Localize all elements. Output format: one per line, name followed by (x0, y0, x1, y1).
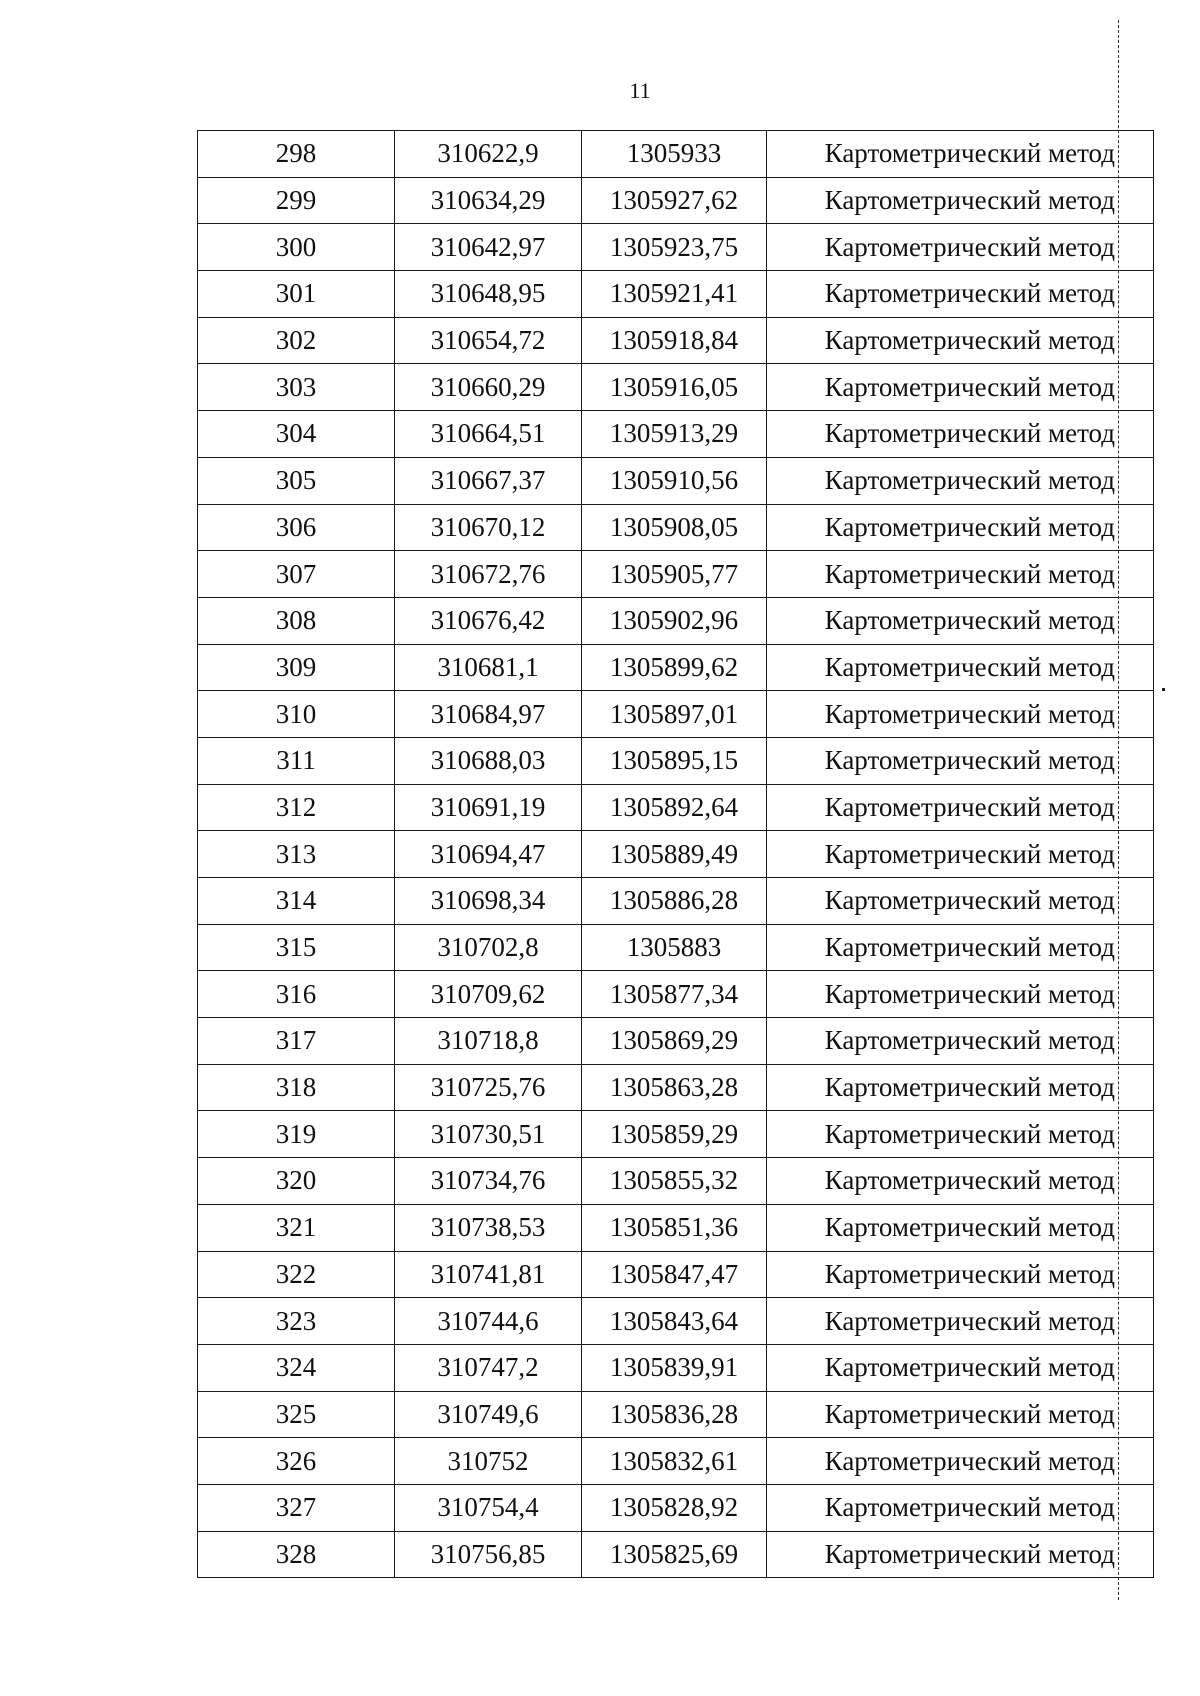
x-coordinate-cell: 310756,85 (395, 1531, 582, 1578)
y-coordinate-cell: 1305851,36 (582, 1204, 767, 1251)
method-cell: Картометрический метод (767, 1438, 1154, 1485)
y-coordinate-cell: 1305886,28 (582, 878, 767, 925)
x-coordinate-cell: 310672,76 (395, 551, 582, 598)
point-number-cell: 310 (198, 691, 395, 738)
x-coordinate-cell: 310654,72 (395, 317, 582, 364)
point-number-cell: 309 (198, 644, 395, 691)
method-cell: Картометрический метод (767, 457, 1154, 504)
table-row (198, 644, 1154, 691)
table-row (198, 131, 1154, 178)
y-coordinate-cell: 1305836,28 (582, 1391, 767, 1438)
y-coordinate-cell: 1305933 (582, 131, 767, 178)
y-coordinate-cell: 1305828,92 (582, 1484, 767, 1531)
table-row (198, 551, 1154, 598)
table-row (198, 971, 1154, 1018)
table-row (198, 1298, 1154, 1345)
y-coordinate-cell: 1305895,15 (582, 737, 767, 784)
table-row (198, 737, 1154, 784)
y-coordinate-cell: 1305889,49 (582, 831, 767, 878)
x-coordinate-cell: 310667,37 (395, 457, 582, 504)
method-cell: Картометрический метод (767, 831, 1154, 878)
method-cell: Картометрический метод (767, 1111, 1154, 1158)
x-coordinate-cell: 310749,6 (395, 1391, 582, 1438)
table-row (198, 1484, 1154, 1531)
point-number-cell: 301 (198, 271, 395, 318)
point-number-cell: 304 (198, 411, 395, 458)
point-number-cell: 313 (198, 831, 395, 878)
point-number-cell: 323 (198, 1298, 395, 1345)
table-row (198, 1531, 1154, 1578)
x-coordinate-cell: 310634,29 (395, 177, 582, 224)
x-coordinate-cell: 310730,51 (395, 1111, 582, 1158)
method-cell: Картометрический метод (767, 644, 1154, 691)
y-coordinate-cell: 1305897,01 (582, 691, 767, 738)
method-cell: Картометрический метод (767, 691, 1154, 738)
point-number-cell: 303 (198, 364, 395, 411)
y-coordinate-cell: 1305921,41 (582, 271, 767, 318)
method-cell: Картометрический метод (767, 1298, 1154, 1345)
x-coordinate-cell: 310694,47 (395, 831, 582, 878)
point-number-cell: 311 (198, 737, 395, 784)
y-coordinate-cell: 1305877,34 (582, 971, 767, 1018)
scan-speck (1162, 688, 1165, 691)
table-row (198, 1158, 1154, 1205)
point-number-cell: 319 (198, 1111, 395, 1158)
point-number-cell: 327 (198, 1484, 395, 1531)
point-number-cell: 306 (198, 504, 395, 551)
method-cell: Картометрический метод (767, 551, 1154, 598)
point-number-cell: 328 (198, 1531, 395, 1578)
table-row (198, 1391, 1154, 1438)
method-cell: Картометрический метод (767, 1344, 1154, 1391)
y-coordinate-cell: 1305883 (582, 924, 767, 971)
point-number-cell: 320 (198, 1158, 395, 1205)
x-coordinate-cell: 310670,12 (395, 504, 582, 551)
y-coordinate-cell: 1305908,05 (582, 504, 767, 551)
x-coordinate-cell: 310718,8 (395, 1018, 582, 1065)
table-row (198, 411, 1154, 458)
table-row (198, 878, 1154, 925)
x-coordinate-cell: 310734,76 (395, 1158, 582, 1205)
point-number-cell: 299 (198, 177, 395, 224)
y-coordinate-cell: 1305913,29 (582, 411, 767, 458)
point-number-cell: 302 (198, 317, 395, 364)
x-coordinate-cell: 310691,19 (395, 784, 582, 831)
table-row (198, 1018, 1154, 1065)
table-row (198, 1204, 1154, 1251)
y-coordinate-cell: 1305916,05 (582, 364, 767, 411)
point-number-cell: 305 (198, 457, 395, 504)
x-coordinate-cell: 310747,2 (395, 1344, 582, 1391)
table-row (198, 1344, 1154, 1391)
page-number: 11 (629, 78, 651, 103)
point-number-cell: 312 (198, 784, 395, 831)
table-row (198, 784, 1154, 831)
table-row (198, 317, 1154, 364)
x-coordinate-cell: 310709,62 (395, 971, 582, 1018)
point-number-cell: 300 (198, 224, 395, 271)
table-row (198, 504, 1154, 551)
point-number-cell: 298 (198, 131, 395, 178)
point-number-cell: 325 (198, 1391, 395, 1438)
method-cell: Картометрический метод (767, 224, 1154, 271)
table-row (198, 1064, 1154, 1111)
y-coordinate-cell: 1305832,61 (582, 1438, 767, 1485)
table-row (198, 1251, 1154, 1298)
x-coordinate-cell: 310698,34 (395, 878, 582, 925)
method-cell: Картометрический метод (767, 1158, 1154, 1205)
x-coordinate-cell: 310664,51 (395, 411, 582, 458)
x-coordinate-cell: 310738,53 (395, 1204, 582, 1251)
point-number-cell: 317 (198, 1018, 395, 1065)
x-coordinate-cell: 310622,9 (395, 131, 582, 178)
point-number-cell: 326 (198, 1438, 395, 1485)
y-coordinate-cell: 1305839,91 (582, 1344, 767, 1391)
y-coordinate-cell: 1305855,32 (582, 1158, 767, 1205)
x-coordinate-cell: 310660,29 (395, 364, 582, 411)
method-cell: Картометрический метод (767, 364, 1154, 411)
y-coordinate-cell: 1305869,29 (582, 1018, 767, 1065)
method-cell: Картометрический метод (767, 317, 1154, 364)
table-row (198, 364, 1154, 411)
table-row (198, 831, 1154, 878)
x-coordinate-cell: 310684,97 (395, 691, 582, 738)
x-coordinate-cell: 310741,81 (395, 1251, 582, 1298)
x-coordinate-cell: 310702,8 (395, 924, 582, 971)
y-coordinate-cell: 1305899,62 (582, 644, 767, 691)
table-row (198, 924, 1154, 971)
point-number-cell: 308 (198, 597, 395, 644)
y-coordinate-cell: 1305825,69 (582, 1531, 767, 1578)
coordinates-table (197, 130, 1154, 1578)
y-coordinate-cell: 1305923,75 (582, 224, 767, 271)
x-coordinate-cell: 310681,1 (395, 644, 582, 691)
method-cell: Картометрический метод (767, 131, 1154, 178)
method-cell: Картометрический метод (767, 271, 1154, 318)
point-number-cell: 318 (198, 1064, 395, 1111)
method-cell: Картометрический метод (767, 1484, 1154, 1531)
method-cell: Картометрический метод (767, 971, 1154, 1018)
table-row (198, 1111, 1154, 1158)
x-coordinate-cell: 310754,4 (395, 1484, 582, 1531)
y-coordinate-cell: 1305927,62 (582, 177, 767, 224)
y-coordinate-cell: 1305863,28 (582, 1064, 767, 1111)
method-cell: Картометрический метод (767, 878, 1154, 925)
point-number-cell: 307 (198, 551, 395, 598)
y-coordinate-cell: 1305892,64 (582, 784, 767, 831)
point-number-cell: 321 (198, 1204, 395, 1251)
method-cell: Картометрический метод (767, 1018, 1154, 1065)
y-coordinate-cell: 1305905,77 (582, 551, 767, 598)
method-cell: Картометрический метод (767, 1064, 1154, 1111)
table-row (198, 177, 1154, 224)
y-coordinate-cell: 1305902,96 (582, 597, 767, 644)
method-cell: Картометрический метод (767, 411, 1154, 458)
point-number-cell: 314 (198, 878, 395, 925)
method-cell: Картометрический метод (767, 1391, 1154, 1438)
x-coordinate-cell: 310725,76 (395, 1064, 582, 1111)
x-coordinate-cell: 310744,6 (395, 1298, 582, 1345)
method-cell: Картометрический метод (767, 597, 1154, 644)
table-row (198, 271, 1154, 318)
y-coordinate-cell: 1305843,64 (582, 1298, 767, 1345)
point-number-cell: 324 (198, 1344, 395, 1391)
table-row (198, 1438, 1154, 1485)
table-row (198, 457, 1154, 504)
point-number-cell: 322 (198, 1251, 395, 1298)
method-cell: Картометрический метод (767, 924, 1154, 971)
x-coordinate-cell: 310642,97 (395, 224, 582, 271)
point-number-cell: 315 (198, 924, 395, 971)
y-coordinate-cell: 1305918,84 (582, 317, 767, 364)
table-row (198, 224, 1154, 271)
method-cell: Картометрический метод (767, 1204, 1154, 1251)
x-coordinate-cell: 310676,42 (395, 597, 582, 644)
x-coordinate-cell: 310688,03 (395, 737, 582, 784)
method-cell: Картометрический метод (767, 1251, 1154, 1298)
method-cell: Картометрический метод (767, 784, 1154, 831)
method-cell: Картометрический метод (767, 737, 1154, 784)
y-coordinate-cell: 1305910,56 (582, 457, 767, 504)
y-coordinate-cell: 1305859,29 (582, 1111, 767, 1158)
method-cell: Картометрический метод (767, 504, 1154, 551)
x-coordinate-cell: 310752 (395, 1438, 582, 1485)
point-number-cell: 316 (198, 971, 395, 1018)
method-cell: Картометрический метод (767, 1531, 1154, 1578)
method-cell: Картометрический метод (767, 177, 1154, 224)
x-coordinate-cell: 310648,95 (395, 271, 582, 318)
table-row (198, 597, 1154, 644)
table-row (198, 691, 1154, 738)
scan-edge-line (1118, 20, 1119, 1600)
coordinates-table-body (198, 131, 1154, 1578)
y-coordinate-cell: 1305847,47 (582, 1251, 767, 1298)
